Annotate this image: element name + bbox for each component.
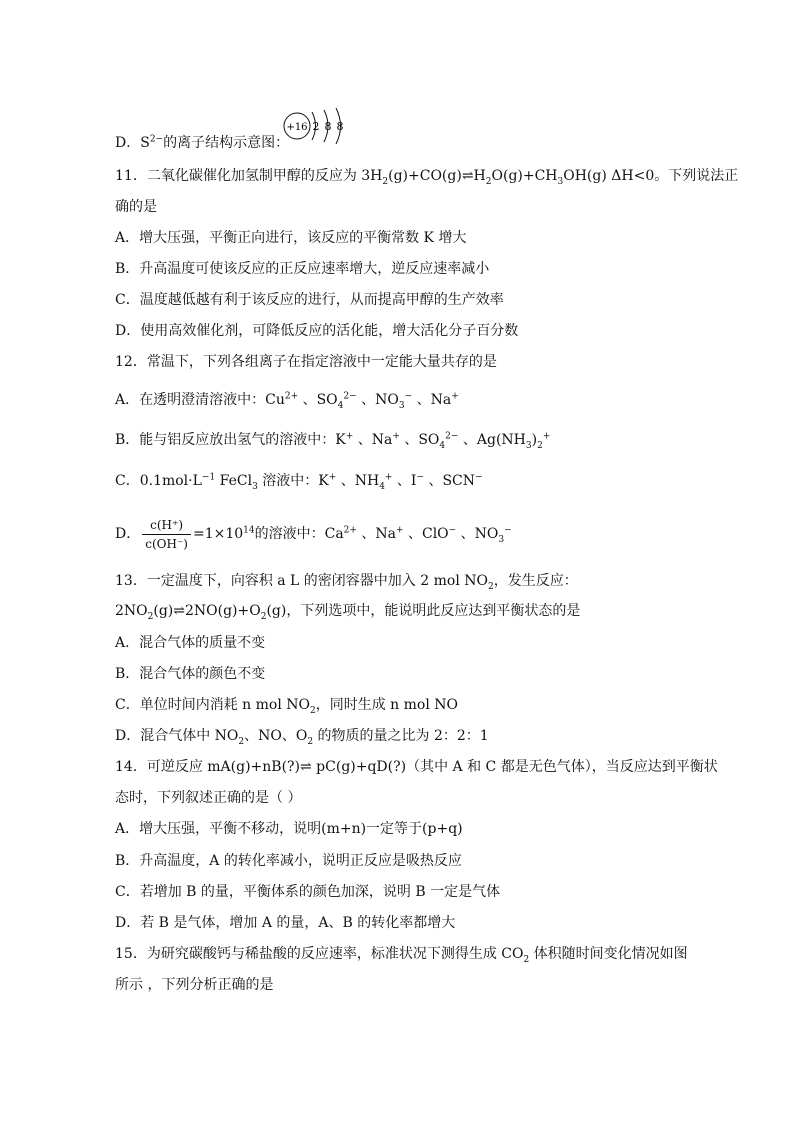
subscript: 2	[487, 581, 494, 592]
q14-stem-line1: 14．可逆反应 mA(g)+nB(?)⇌ pC(g)+qD(?)（其中 A 和 C 都是无色气体），当反应达到平衡状	[115, 759, 718, 775]
q13-eq-end: (g)，下列选项中，能说明此反应达到平衡状态的是	[266, 603, 581, 619]
q12-b-text: 、SO	[399, 432, 440, 448]
q13-option-a: A．混合气体的质量不变	[115, 635, 266, 651]
q10-d-text: 的离子结构示意图：	[163, 135, 290, 151]
q13-d-end: 的物质的量之比为 2：2：1	[313, 728, 489, 744]
q15-stem-line2: 所示 ，下列分析正确的是	[115, 977, 274, 993]
q10-d-charge: 2−	[149, 134, 164, 145]
q11-option-a: A．增大压强，平衡正向进行，该反应的平衡常数 K 增大	[115, 230, 467, 246]
q12-d-eq: =1×10	[192, 526, 244, 542]
subscript: 2	[485, 176, 492, 187]
q15-stem-rest: 体积随时间变化情况如图	[529, 946, 688, 962]
q11-stem-eq3: OH(g) ΔH<0。下列说法正	[563, 168, 739, 184]
q15-stem-text: 15．为研究碳酸钙与稀盐酸的反应速率，标准状况下测得生成 CO	[115, 946, 524, 962]
q14-stem-line2: 态时，下列叙述正确的是（ ）	[115, 790, 302, 806]
q12-c-text: FeCl	[215, 473, 253, 489]
subscript: 2	[147, 611, 154, 622]
subscript: 3	[557, 176, 564, 187]
q11-option-c: C．温度越低越有利于该反应的进行，从而提高甲醇的生产效率	[115, 292, 504, 308]
subscript: 2	[307, 736, 314, 747]
subscript: 4	[379, 481, 385, 492]
superscript: +	[384, 472, 393, 483]
q12-option-c	[115, 471, 483, 491]
superscript: −	[504, 525, 512, 536]
q13-option-c	[115, 695, 458, 715]
subscript: 3	[398, 400, 405, 411]
q12-a-text: 、SO	[298, 392, 338, 408]
superscript: −	[416, 472, 424, 483]
q12-a-prefix: A．在透明澄清溶液中：Cu	[115, 392, 285, 408]
concentration-ratio-fraction	[142, 516, 191, 553]
nucleus-charge: +16	[286, 122, 308, 133]
q11-stem-line1	[115, 166, 738, 186]
superscript: −	[404, 391, 413, 402]
superscript: 2+	[284, 391, 299, 402]
q12-c-text: 、I	[392, 473, 417, 489]
subscript: 3	[498, 534, 505, 545]
shell-2-electrons: 8	[324, 120, 332, 133]
shell-3-electrons: 8	[336, 120, 344, 133]
q11-stem-line2: 确的是	[115, 199, 157, 215]
q12-stem: 12．常温下，下列各组离子在指定溶液中一定能大量共存的是	[115, 354, 497, 370]
superscript: −	[448, 525, 457, 536]
q11-stem-prefix: 11．二氧化碳催化加氢制甲醇的反应为 3H	[115, 168, 383, 184]
superscript: −	[475, 472, 483, 483]
q13-stem-end: ，发生反应：	[493, 573, 578, 589]
q12-d-text: 、Na	[356, 526, 396, 542]
q14-option-a: A．增大压强，平衡不移动，说明(m+n)一定等于(p+q)	[115, 821, 463, 837]
q12-d-label: D．	[115, 526, 141, 542]
subscript: 3	[252, 481, 258, 492]
q12-c-text: 溶液中：K	[257, 473, 329, 489]
q13-option-d	[115, 726, 489, 746]
q12-option-a	[115, 390, 459, 410]
q13-c-rest: ，同时生成 n mol NO	[315, 697, 459, 713]
q12-c-text: 、SCN	[424, 473, 476, 489]
q12-b-text: 、Ag(NH	[458, 432, 526, 448]
q12-d-text: 、ClO	[403, 526, 449, 542]
q14-option-c: C．若增加 B 的量，平衡体系的颜色加深，说明 B 一定是气体	[115, 884, 501, 900]
q13-d-text: D．混合气体中 NO	[115, 728, 239, 744]
q14-option-d: D．若 B 是气体，增加 A 的量，A、B 的转化率都增大	[115, 915, 456, 931]
fraction-denominator: c(OH⁻)	[145, 536, 188, 551]
superscript: +	[328, 472, 337, 483]
subscript: 2	[310, 705, 316, 716]
sulfide-ion-structure-diagram	[282, 104, 352, 148]
q12-a-text: 、Na	[412, 392, 452, 408]
superscript: +	[396, 525, 404, 536]
q12-c-text: 、NH	[336, 473, 380, 489]
subscript: 4	[439, 440, 446, 451]
q11-option-d: D．使用高效催化剂，可降低反应的活化能，增大活化分子百分数	[115, 323, 519, 339]
q13-stem-text: 13．一定温度下，向容积 a L 的密闭容器中加入 2 mol NO	[115, 573, 488, 589]
q11-option-b: B．升高温度可使该反应的正反应速率增大，逆反应速率减小	[115, 261, 490, 277]
superscript: 2−	[445, 431, 459, 442]
q12-option-d	[115, 512, 512, 556]
superscript: +	[392, 431, 400, 442]
subscript: 2	[260, 611, 267, 622]
q13-stem	[115, 571, 578, 591]
superscript: +	[542, 431, 551, 442]
q12-b-text: 、Na	[353, 432, 393, 448]
subscript: 3	[525, 440, 532, 451]
q12-d-text: 的溶液中：Ca	[254, 526, 344, 542]
subscript: 2	[523, 954, 530, 965]
fraction-numerator: c(H⁺)	[142, 516, 191, 535]
superscript: +	[345, 431, 354, 442]
q12-a-text: 、NO	[356, 392, 399, 408]
q11-stem-eq2: O(g)+CH	[491, 168, 558, 184]
q13-eq-rest: (g)⇌2NO(g)+O	[153, 603, 261, 619]
superscript: 2+	[343, 525, 357, 536]
superscript: +	[451, 391, 459, 402]
q11-stem-eq: (g)+CO(g)⇌H	[388, 168, 486, 184]
q12-option-b: B．能与铝反应放出氢气的溶液中：K+ 、Na+ 、$SO_4^{2-}$ 、$Ag(NH_3)_2^+$	[115, 431, 551, 451]
q12-d-text: 、NO	[456, 526, 499, 542]
q12-b-prefix: B．能与铝反应放出氢气的溶液中：K	[115, 432, 346, 448]
subscript: 2	[238, 736, 245, 747]
subscript: 4	[337, 400, 344, 411]
subscript: 2	[537, 440, 543, 451]
q13-eq: 2NO	[115, 603, 148, 619]
q13-c-text: C．单位时间内消耗 n mol NO	[115, 697, 310, 713]
superscript: −1	[201, 472, 216, 483]
q12-c-prefix: C．0.1mol·L	[115, 473, 202, 489]
q10-d-label: D．S	[115, 135, 150, 151]
superscript: 2−	[343, 391, 357, 402]
q13-option-b: B．混合气体的颜色不变	[115, 666, 266, 682]
q13-d-rest: 、NO、O	[244, 728, 308, 744]
q15-stem-line1	[115, 944, 688, 964]
subscript: 2	[382, 176, 389, 187]
q10-option-d	[115, 133, 289, 153]
q14-option-b: B．升高温度，A 的转化率减小，说明正反应是吸热反应	[115, 853, 462, 869]
shell-1-electrons: 2	[312, 120, 320, 133]
q13-equation-line	[115, 601, 580, 621]
superscript: 14	[243, 525, 255, 536]
